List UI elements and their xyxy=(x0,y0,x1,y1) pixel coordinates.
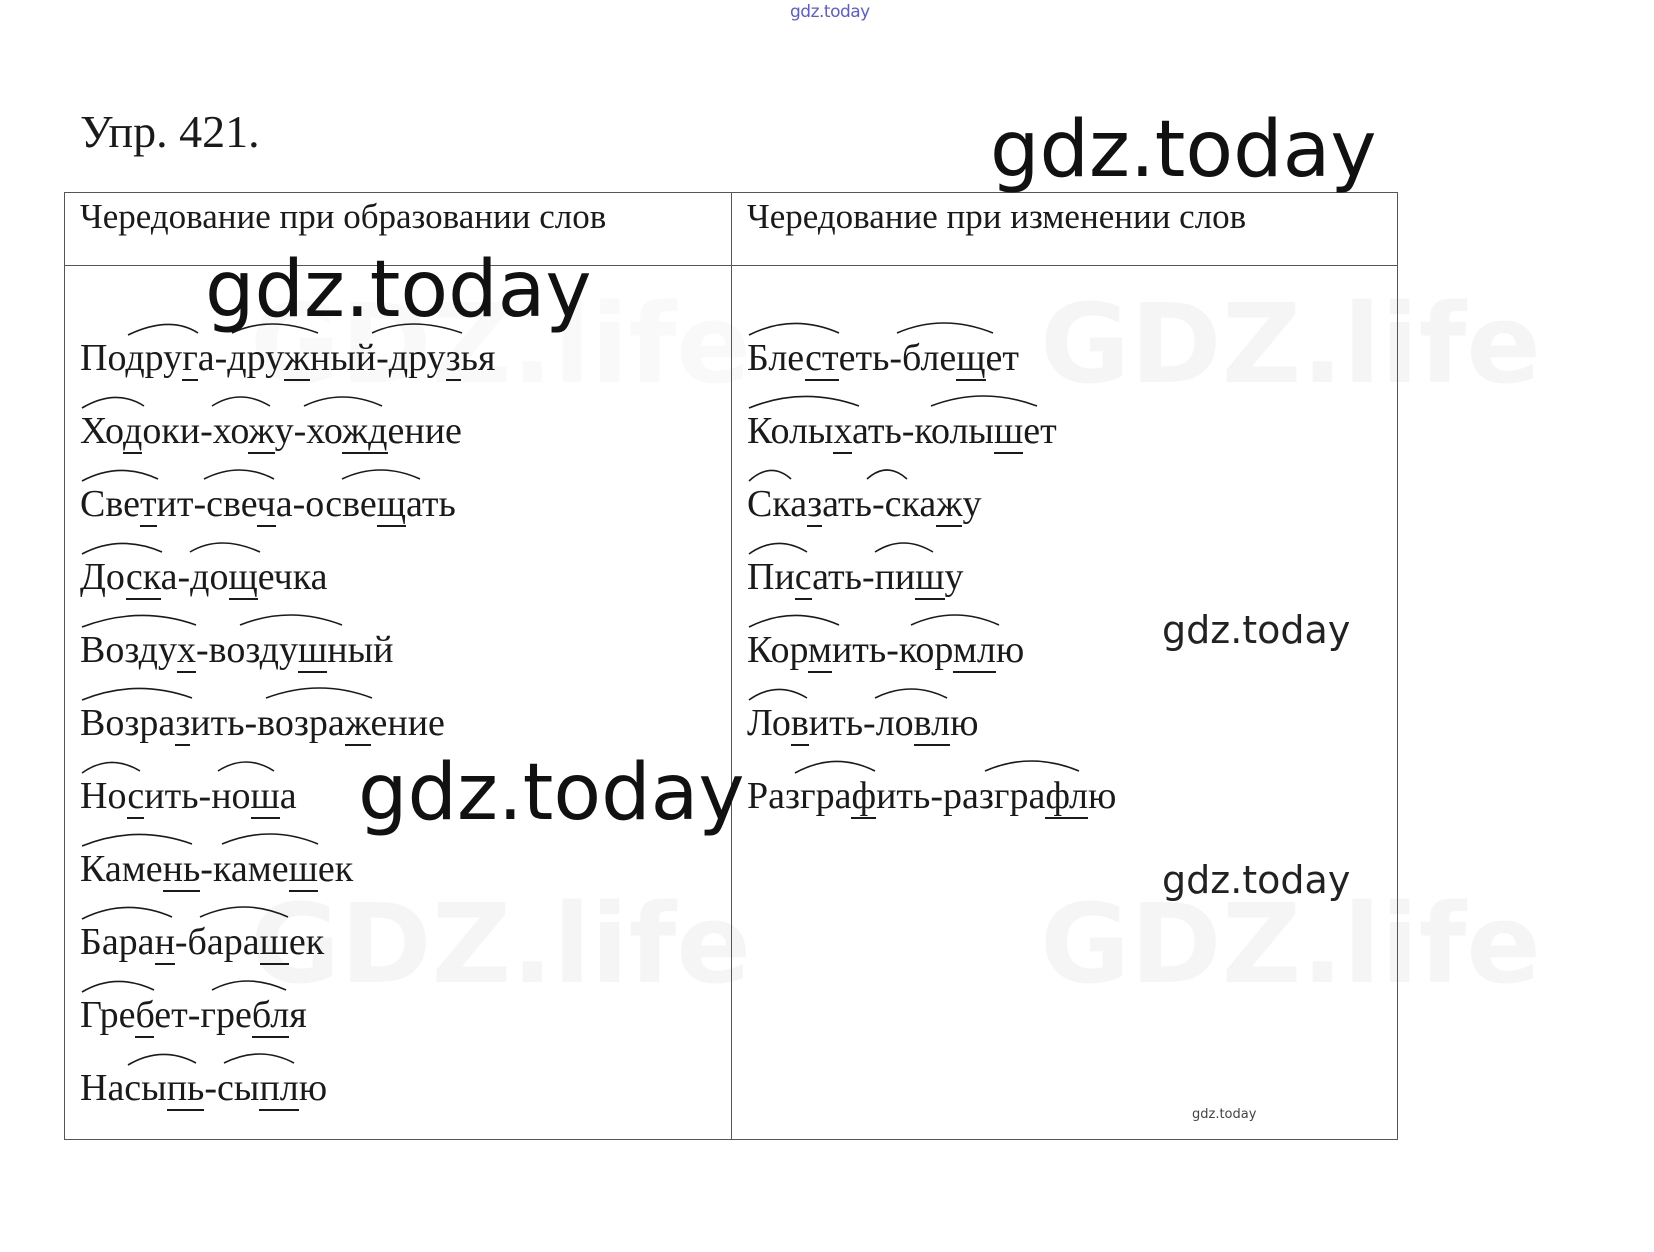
col1-header: Чередование при образовании слов xyxy=(80,197,607,236)
watermark-big-right: gdz.today xyxy=(990,105,1377,195)
column-divider xyxy=(731,193,732,1139)
watermark-top: gdz.today xyxy=(790,2,870,22)
watermark-big-left: gdz.today xyxy=(205,245,592,335)
col2-header: Чередование при изменении слов xyxy=(747,197,1247,236)
watermark-mid-right-2: gdz.today xyxy=(1162,858,1351,902)
watermark-tiny-bottom: gdz.today xyxy=(1192,1107,1257,1122)
exercise-title: Упр. 421. xyxy=(80,106,260,157)
watermark-big-center: gdz.today xyxy=(358,748,745,838)
alternation-table: Чередование при образовании слов Чередование при изменении слов Подруга-дружный-друзья Ходоки-хожу-хождение Светит-свеча-освещать Доска-дощечка Воздух-воздушный Возразить-возражение Носить-ноша Камень-камешек Баран-барашек Гребет-гребля Насыпь-сыплю Блестеть-блещет Колыхать-колышет Сказать-скажу Писать-пишу Кормить-кормлю Ловить-ловлю Разграфить-разграфлю xyxy=(64,192,1398,1140)
watermark-mid-right-1: gdz.today xyxy=(1162,608,1351,652)
